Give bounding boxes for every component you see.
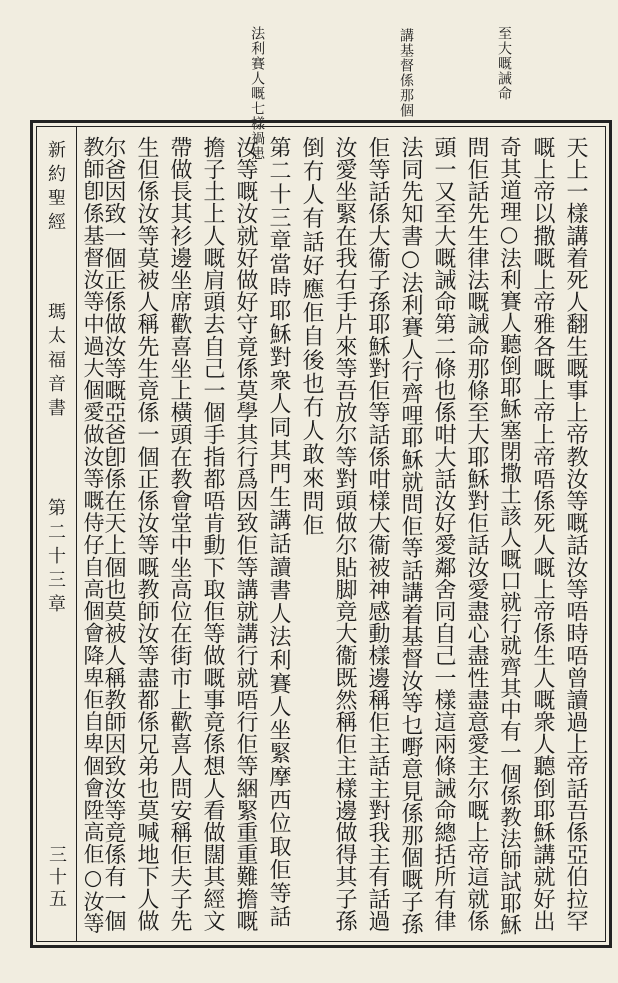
body-column: 佢等話係大衞子孫耶穌對佢等話係咁樣大衞被神感動樣邊稱佢主話主對我主有話過 [365,136,390,932]
body-column: 倒冇人有話好應佢自後也冇人敢來問佢 [299,136,324,538]
body-column: 尔爸因致一個正係做汝等嘅亞爸卽係在天上個也莫被人稱教師因致汝等竟係有一個 [101,136,126,932]
body-column: 汝等嘅汝就好做好守竟係莫學其行爲因致佢等講就講行就唔行佢等綑緊重重難擔嘅 [233,136,258,932]
body-column: 嘅上帝以撒嘅上帝雅各嘅上帝上帝唔係死人嘅上帝係生人嘅衆人聽倒耶穌講就好出 [530,136,555,932]
margin-title-rule [76,126,77,942]
header-note-great-commandment: 至大嘅誡命 [496,26,512,101]
body-column: 帶做長其衫邊坐席歡喜坐上橫頭在教會堂中坐高位在街市上歡喜人問安稱佢夫子先 [167,136,192,932]
body-column: 擔子土上人嘅肩頭去自己一個手指都唔肯動下取佢等做嘅事竟係想人看做闊其經文 [200,136,225,932]
body-column: 教師卽係基督汝等中過大個愛做汝等嘅侍仔自高個會降卑佢自卑個會陞高佢○汝等 [81,136,105,935]
body-column: 生但係汝等莫被人稱先生竟係一個正係汝等嘅教師汝等盡都係兄弟也莫喊地下人做 [134,136,159,932]
margin-book-title: 新約聖經 [45,140,66,236]
body-column: 汝愛坐緊在我右手片來等吾放尔等對頭做尔貼脚竟大衞既然稱佢主樣邊做得其子孫 [332,136,357,932]
body-column: 天上一樣講着死人翻生嘅事上帝教汝等嘅話汝等唔時唔曾讀過上帝話吾係亞伯拉罕 [563,136,588,932]
body-column: 法同先知書○法利賽人行齊哩耶穌就問佢等話講着基督汝等乜嘢意見係那個嘅子孫 [398,136,423,935]
header-note-christ-identity: 講基督係那個 [398,28,414,118]
page-number: 三十五 [46,845,67,911]
body-column: 奇其道理○法利賽人聽倒耶穌塞閉撒土該人嘅口就行就齊其中有一個係教法師試耶穌 [496,136,522,935]
header-note-seven-woes-text: 法利賽人嘅七樣禍患 [249,26,266,161]
body-column: 頭一又至大嘅誡命第二條也係咁大話汝好愛鄰舍同自己一樣這兩條誡命總括所有律 [431,136,456,932]
chapter-heading-column: 第二十三章當時耶穌對衆人同其門生講話讀書人法利賽人坐緊摩西位取佢等話 [266,136,291,929]
margin-chapter: 第二十三章 [45,498,66,618]
body-column: 問佢話先生律法嘅誡命那條至大耶穌對佢話汝愛盡心盡性盡意愛主尔嘅上帝這就係 [464,136,489,932]
header-note-seven-woes [249,26,266,161]
bleed-through-marks [318,8,331,21]
margin-gospel-title: 瑪太福音書 [45,302,66,422]
